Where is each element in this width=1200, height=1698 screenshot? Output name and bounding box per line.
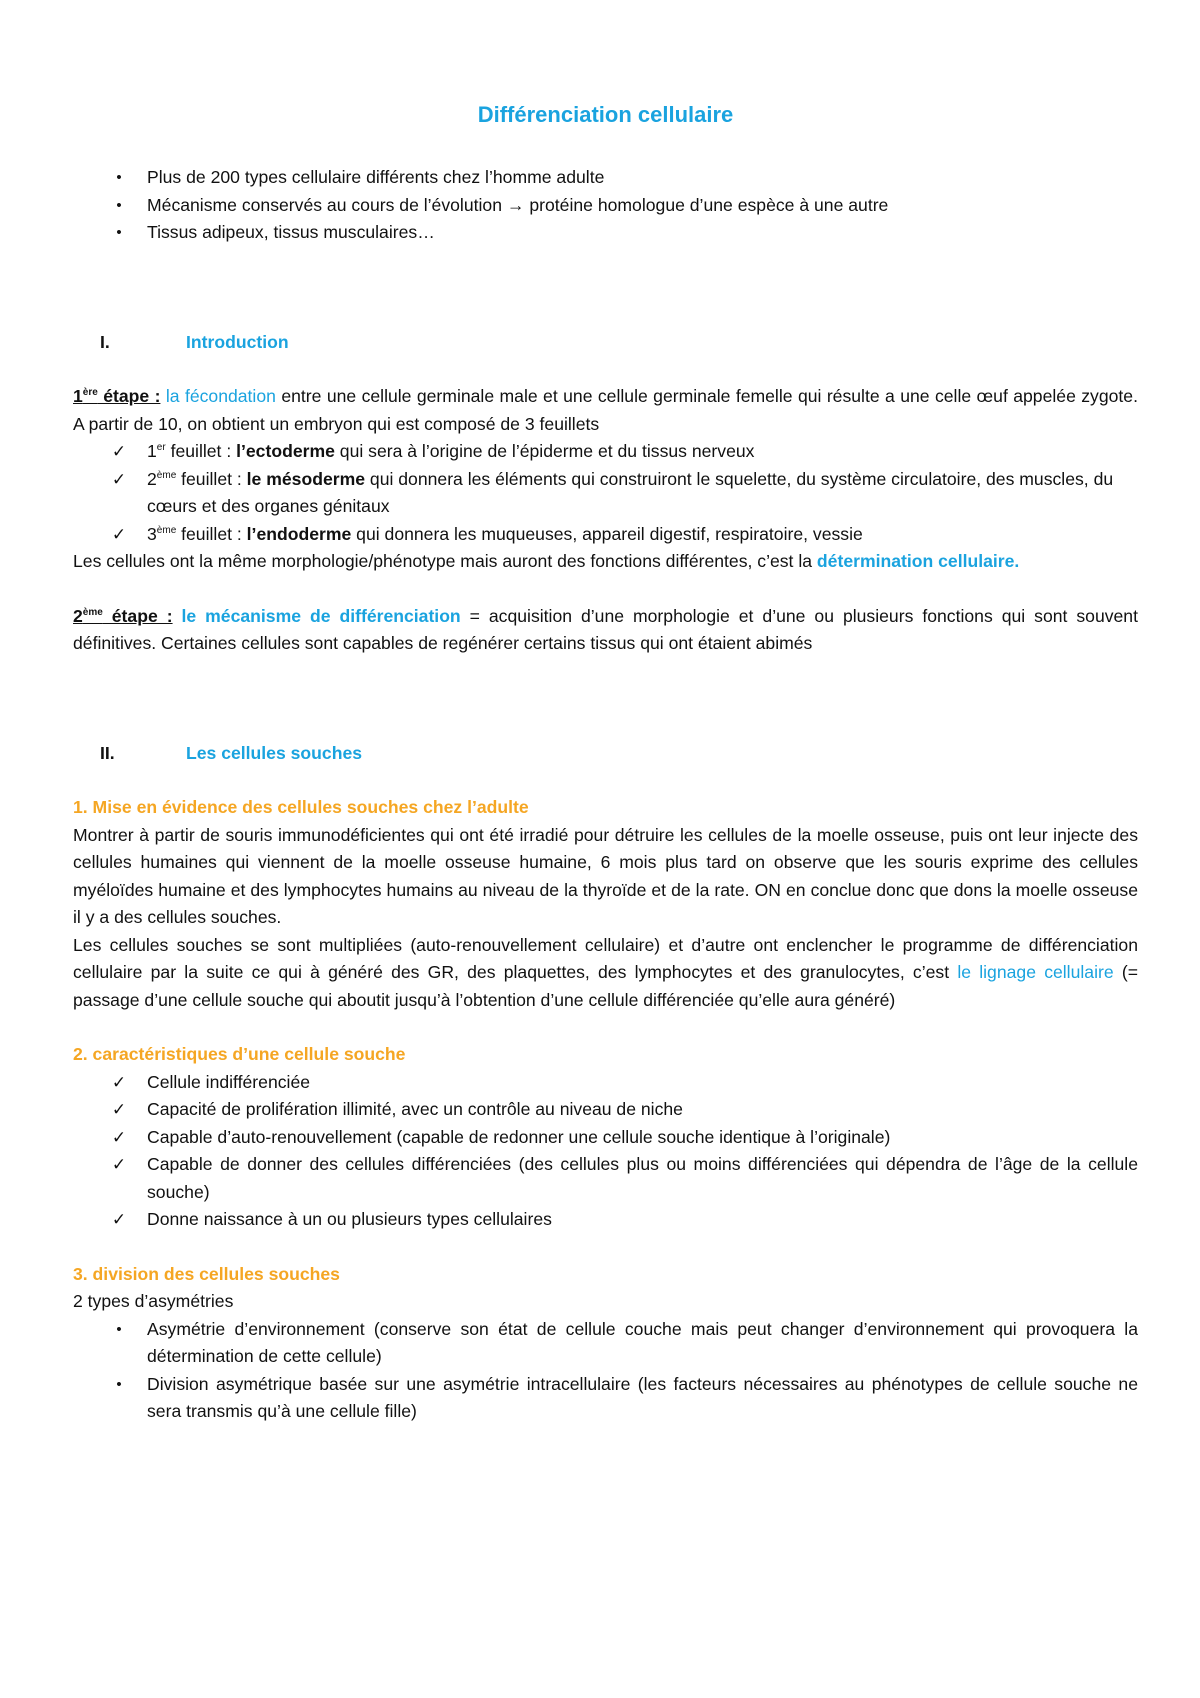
list-item [73, 521, 1138, 549]
subsection-heading: 3. division des cellules souches [73, 1263, 340, 1284]
list-item-text: Asymétrie d’environnement (conserve son état de cellule couche mais peut changer d’environnement qui provoquera la détermination de cette cellule) [147, 1318, 1138, 1366]
list-item [73, 164, 1138, 192]
paragraph: Montrer à partir de souris immunodéficientes qui ont été irradié pour détruire les cellules de la moelle osseuse, puis ont leur injecte des cellules humaines qui viennent de la moelle osseuse humaine, 6 mois plus tard on observe que les souris exprime des cellules myéloïdes humaine et des lymphocytes humains au niveau de la thyroïde et de la rate. ON en conclue donc que dons la moelle osseuse il y a des cellules souches. [73, 824, 1138, 927]
list-item-text: Cellule indifférenciée [147, 1071, 311, 1092]
checkmark-icon: ✓ [111, 1155, 127, 1174]
page-title: Différenciation cellulaire [477, 102, 734, 127]
list-item-text: 2ème feuillet : le mésoderme qui donnera les éléments qui construiront le squelette, du système circulatoire, des muscles, du cœurs et des organes génitaux [147, 468, 1114, 516]
section-title: Les cellules souches [186, 742, 363, 763]
paragraph: 2 types d’asymétries [73, 1291, 234, 1311]
bullet-icon: • [116, 224, 122, 241]
arrow-right-icon: → [506, 194, 525, 215]
list-item-text: Tissus adipeux, tissus musculaires… [147, 222, 435, 242]
checkmark-icon: ✓ [111, 442, 127, 461]
characteristics-list [73, 1069, 1138, 1234]
intro-bullet-list [73, 164, 1138, 247]
section-title: Introduction [186, 331, 289, 352]
list-item-text: Division asymétrique basée sur une asymétrie intracellulaire (les facteurs nécessaires au phénotypes de cellule souche ne sera transmis qu’à une cellule fille) [147, 1373, 1138, 1421]
checkmark-icon: ✓ [111, 524, 127, 544]
checkmark-icon: ✓ [111, 1127, 127, 1147]
bullet-icon: • [116, 1375, 122, 1393]
list-item-text: protéine homologue d’une espèce à une autre [524, 194, 889, 215]
step-highlight: le mécanisme de différenciation [181, 605, 461, 626]
asymmetry-list [73, 1316, 1138, 1426]
determination-paragraph: Les cellules ont la même morphologie/phénotype mais auront des fonctions différentes, c’est la détermination cellulaire. [73, 551, 1020, 571]
list-item [73, 438, 1138, 466]
paragraph: Les cellules souches se sont multipliées (auto-renouvellement cellulaire) et d’autre ont enclencher le programme de différenciation cellulaire par la suite ce qui à généré des GR, des plaquettes, des lymphocytes et des granulocytes, c’est le lignage cellulaire (= passage d’une cellule souche qui aboutit jusqu’à l’obtention d’une cellule différenciée qu’elle aura généré) [73, 934, 1138, 1010]
list-item [73, 1096, 1138, 1124]
lignage-highlight: le lignage cellulaire [957, 962, 1114, 982]
list-item-text: Capable de donner des cellules différenciées (des cellules plus ou moins différenciées qui dépendra de l’âge de la cellule souche) [147, 1154, 1138, 1202]
list-item [73, 1069, 1138, 1097]
document-page [73, 100, 1138, 1426]
list-item [73, 1151, 1138, 1206]
list-item [73, 1316, 1138, 1371]
list-item [73, 1124, 1138, 1152]
step-label: 1ère étape : [73, 386, 161, 406]
step1-paragraph [73, 383, 1138, 438]
list-item [73, 219, 1138, 247]
bullet-icon: • [116, 169, 122, 186]
section-heading-introduction [73, 329, 1138, 357]
list-item [73, 1371, 1138, 1426]
list-item-text: Capacité de prolifération illimité, avec un contrôle au niveau de niche [147, 1099, 683, 1119]
bullet-icon: • [116, 196, 122, 214]
section-number: I. [100, 331, 110, 352]
feuillet-list [73, 438, 1138, 548]
checkmark-icon: ✓ [111, 469, 127, 489]
list-item-text: 3ème feuillet : l’endoderme qui donnera les muqueuses, appareil digestif, respiratoire, vessie [147, 523, 863, 544]
list-item-text: 1er feuillet : l’ectoderme qui sera à l’origine de l’épiderme et du tissus nerveux [147, 441, 755, 461]
list-item [73, 192, 1138, 220]
list-item-text: Mécanisme conservés au cours de l’évolution [147, 194, 507, 215]
step-label: 2ème étape : [73, 605, 173, 626]
bullet-icon: • [116, 1320, 122, 1338]
subsection-heading: 1. Mise en évidence des cellules souches chez l’adulte [73, 797, 529, 817]
list-item [73, 1206, 1138, 1234]
list-item-text: Capable d’auto-renouvellement (capable de redonner une cellule souche identique à l’originale) [147, 1126, 891, 1147]
list-item-text: Donne naissance à un ou plusieurs types cellulaires [147, 1209, 552, 1229]
step2-paragraph [73, 603, 1138, 658]
section-number: II. [100, 742, 115, 763]
step-text: entre une cellule germinale male et une cellule germinale femelle qui résulte a une celle œuf appelée zygote. A partir de 10, on obtient un embryon qui est composé de 3 feuillets [73, 386, 1138, 434]
step-highlight: la fécondation [165, 386, 276, 406]
list-item [73, 466, 1138, 521]
determination-highlight: détermination cellulaire. [816, 551, 1020, 571]
subsection-heading: 2. caractéristiques d’une cellule souche [73, 1044, 406, 1064]
checkmark-icon: ✓ [111, 1072, 127, 1092]
step-text: = acquisition d’une morphologie et d’une ou plusieurs fonctions qui sont souvent définitives. Certaines cellules sont capables de regénérer certains tissus qui ont étaient abimés [73, 605, 1138, 653]
checkmark-icon: ✓ [111, 1100, 127, 1119]
section-heading-cellules-souches [73, 740, 1138, 768]
list-item-text: Plus de 200 types cellulaire différents chez l’homme adulte [147, 167, 605, 187]
checkmark-icon: ✓ [111, 1210, 127, 1229]
